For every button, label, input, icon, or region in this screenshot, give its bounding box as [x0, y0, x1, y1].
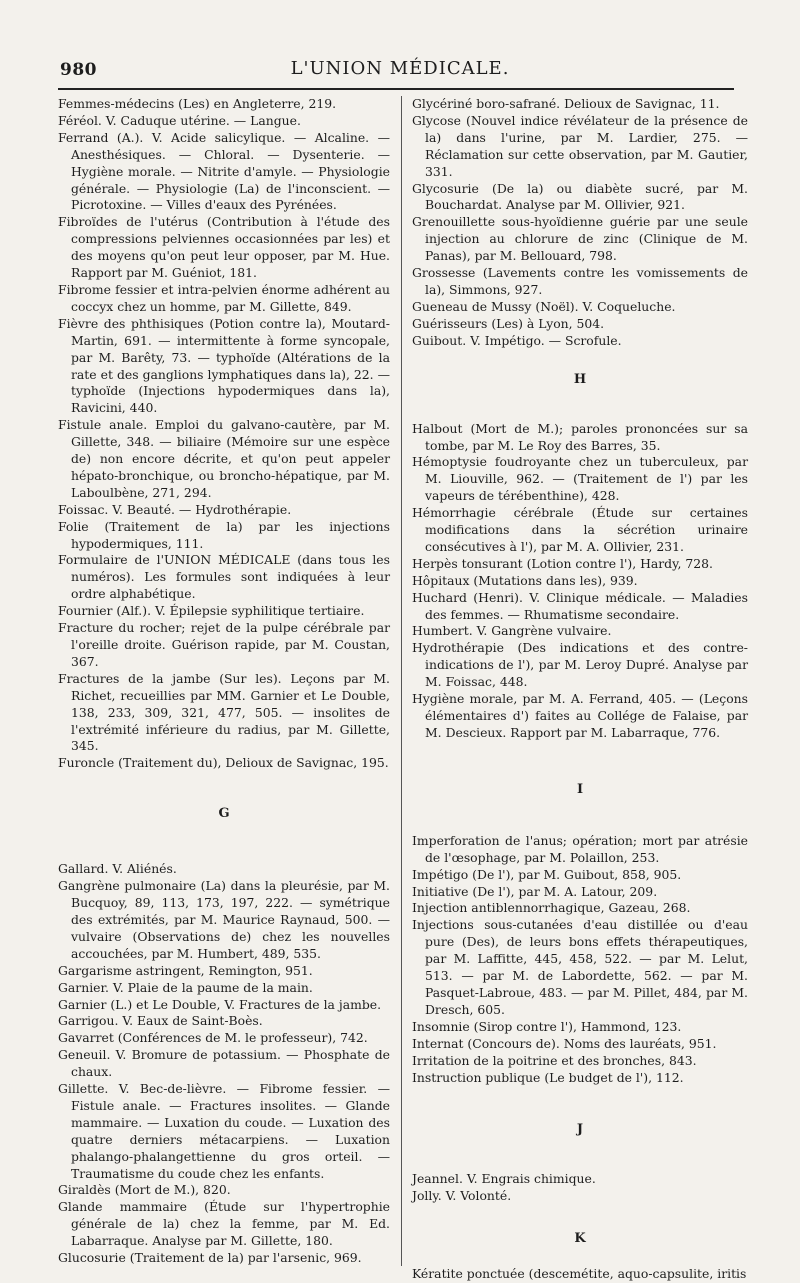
index-entry: Folie (Traitement de la) par les injections hypodermiques, 111.: [58, 518, 390, 551]
index-entry: Furoncle (Traitement du), Delioux de Savignac, 195.: [58, 755, 389, 771]
entries-h: [412, 421, 748, 742]
index-entry: Glycosurie (De la) ou diabète sucré, par M. Bouchardat. Analyse par M. Ollivier, 921.: [412, 180, 748, 213]
column-divider: [401, 96, 402, 1266]
right-column: [412, 96, 748, 1282]
index-entry: Gargarisme astringent, Remington, 951.: [58, 962, 313, 978]
index-entry: Halbout (Mort de M.); paroles prononcées sur sa tombe, par M. Le Roy des Barres, 35.: [412, 420, 748, 453]
index-entry: Gueneau de Mussy (Noël). V. Coqueluche.: [412, 298, 676, 314]
entries-g-right: [412, 96, 748, 350]
index-entry: Gallard. V. Aliénés.: [58, 861, 177, 877]
index-entry: Fistule anale. Emploi du galvano-cautère, par M. Gillette, 348. — biliaire (Mémoire sur une espèce de) non encore décrite, et qu'on peut appeler hépato-bronchique, ou broncho-hépatique, par M. Laboulbène, 271, 294.: [58, 417, 390, 500]
index-entry: Glande mammaire (Étude sur l'hypertrophie générale de la) chez la femme, par M. Ed. Labarraque. Analyse par M. Gillette, 180.: [58, 1199, 390, 1249]
index-entry: Injection antiblennorrhagique, Gazeau, 268.: [412, 900, 691, 916]
left-column: [58, 96, 390, 1271]
section-letter-k: K: [574, 1231, 586, 1247]
index-entry: Fournier (Alf.). V. Épilepsie syphilitique tertiaire.: [58, 603, 365, 619]
index-entry: Hémorrhagie cérébrale (Étude sur certaines modifications dans la sécrétion urinaire consécutives à l'), par M. A. Ollivier, 231.: [412, 505, 748, 554]
index-entry: Fièvre des phthisiques (Potion contre la), Moutard-Martin, 691. — intermittente à forme syncopale, par M. Barêty, 73. — typhoïde (Altérations de la rate et des ganglions lymphatiques dans la), 22. — typhoïde (Injections hypodermiques dans la), Ravicini, 440.: [58, 315, 390, 416]
index-entry: Kératite ponctuée (descemétite, aquo-capsulite, iritis: [412, 1266, 747, 1282]
index-entry: Formulaire de l'UNION MÉDICALE (dans tous les numéros). Les formules sont indiquées à leur ordre alphabétique.: [58, 552, 390, 602]
index-entry: Femmes-médecins (Les) en Angleterre, 219.: [58, 96, 337, 111]
entries-f: [58, 96, 390, 772]
index-entry: Grenouillette sous-hyoïdienne guérie par une seule injection au chlorure de zinc (Clinique de M. Panas), par M. Bellouard, 798.: [412, 214, 748, 264]
index-entry: Grossesse (Lavements contre les vomissements de la), Simmons, 927.: [412, 265, 748, 297]
index-entry: Guibout. V. Impétigo. — Scrofule.: [412, 332, 622, 348]
index-entry: Jolly. V. Volonté.: [412, 1188, 512, 1204]
index-entry: Irritation de la poitrine et des bronches, 843.: [412, 1052, 697, 1068]
page-header: [0, 0, 800, 90]
entries-j: [412, 1171, 748, 1205]
index-entry: Ferrand (A.). V. Acide salicylique. — Alcaline. — Anesthésiques. — Chloral. — Dysenterie. — Hygiène morale. — Nitrite d'amyle. — Physiologie générale. — Physiologie (La) de l'inconscient. — Picrotoxine. — Villes d'eaux des Pyrénées.: [58, 129, 390, 213]
index-entry: Féréol. V. Caduque utérine. — Langue.: [58, 112, 301, 128]
index-entry: Gangrène pulmonaire (La) dans la pleurésie, par M. Bucquoy, 89, 113, 173, 197, 222. — symétrique des extrémités, par M. Maurice Raynaud, 500. — vulvaire (Observations de) chez les nouvelles accouchées, par M. Humbert, 489, 535.: [58, 878, 390, 961]
index-entry: Garnier (L.) et Le Double, V. Fractures de la jambe.: [58, 996, 382, 1012]
index-columns: [58, 96, 748, 1282]
index-entry: Glucosurie (Traitement de la) par l'arsenic, 969.: [58, 1250, 362, 1266]
index-entry: Glycose (Nouvel indice révélateur de la présence de la) dans l'urine, par M. Lardier, 275. — Réclamation sur cette observation, par M. Gautier, 331.: [412, 112, 748, 179]
index-entry: Internat (Concours de). Noms des lauréats, 951.: [412, 1035, 717, 1051]
section-letter-i: I: [576, 781, 584, 797]
section-letter-h: H: [573, 371, 587, 387]
index-entry: Fibroïdes de l'utérus (Contribution à l'étude des compressions pelviennes occasionnées par les) et des moyens qu'on peut leur opposer, par M. Hue. Rapport par M. Guéniot, 181.: [58, 214, 390, 281]
header-rule: [58, 88, 734, 90]
index-entry: Humbert. V. Gangrène vulvaire.: [412, 623, 612, 639]
index-entry: Injections sous-cutanées d'eau distillée ou d'eau pure (Des), de leurs bons effets thérapeutiques, par M. Laffitte, 445, 458, 522. — par M. Lelut, 513. — par M. de Labordette, 562. — par M. Pasquet-Labroue, 483. — par M. Pillet, 484, par M. Dresch, 605.: [412, 917, 748, 1017]
index-entry: Impétigo (De l'), par M. Guibout, 858, 905.: [412, 866, 682, 882]
index-entry: Herpès tonsurant (Lotion contre l'), Hardy, 728.: [412, 555, 713, 571]
index-entry: Hémoptysie foudroyante chez un tuberculeux, par M. Liouville, 962. — (Traitement de l') par les vapeurs de térébenthine), 428.: [412, 454, 748, 504]
section-letter-g: G: [218, 806, 230, 822]
index-entry: Fibrome fessier et intra-pelvien énorme adhérent au coccyx chez un homme, par M. Gillette, 849.: [58, 281, 390, 314]
running-title: L'UNION MÉDICALE.: [290, 58, 510, 79]
index-entry: Initiative (De l'), par M. A. Latour, 209.: [412, 883, 658, 899]
index-entry: Hygiène morale, par M. A. Ferrand, 405. — (Leçons élémentaires d') faites au Collége de Falaise, par M. Descieux. Rapport par M. Labarraque, 776.: [412, 691, 748, 740]
index-entry: Guérisseurs (Les) à Lyon, 504.: [412, 315, 605, 331]
index-entry: Garnier. V. Plaie de la paume de la main.: [58, 979, 313, 995]
index-entry: Geneuil. V. Bromure de potassium. — Phosphate de chaux.: [58, 1047, 390, 1080]
index-entry: Gavarret (Conférences de M. le professeur), 742.: [58, 1030, 368, 1046]
page-number: 980: [60, 60, 97, 80]
index-entry: Fracture du rocher; rejet de la pulpe cérébrale par l'oreille droite. Guérison rapide, par M. Coustan, 367.: [58, 620, 390, 669]
index-entry: Glycériné boro-safrané. Delioux de Savignac, 11.: [412, 96, 720, 111]
section-letter-j: J: [576, 1122, 584, 1138]
index-entry: Garrigou. V. Eaux de Saint-Boès.: [58, 1013, 263, 1029]
entries-g-left: [58, 861, 390, 1267]
index-entry: Foissac. V. Beauté. — Hydrothérapie.: [58, 501, 292, 517]
index-entry: Jeannel. V. Engrais chimique.: [412, 1171, 596, 1187]
index-entry: Huchard (Henri). V. Clinique médicale. — Maladies des femmes. — Rhumatisme secondaire.: [412, 589, 748, 622]
entries-k: [412, 1266, 748, 1283]
index-entry: Fractures de la jambe (Sur les). Leçons par M. Richet, recueillies par MM. Garnier et Le Double, 138, 233, 309, 321, 477, 505. — insolites de l'extrémité inférieure du radius, par M. Gillette, 345.: [58, 670, 390, 754]
index-entry: Hôpitaux (Mutations dans les), 939.: [412, 572, 638, 588]
index-entry: Gillette. V. Bec-de-lièvre. — Fibrome fessier. — Fistule anale. — Fractures insolites. — Glande mammaire. — Luxation du coude. — Luxation des quatre derniers métacarpiens. — Luxation phalango-phalangettienne du gros orteil. — Traumatisme du coude chez les enfants.: [58, 1081, 390, 1181]
index-entry: Instruction publique (Le budget de l'), 112.: [412, 1069, 684, 1085]
index-entry: Insomnie (Sirop contre l'), Hammond, 123.: [412, 1018, 682, 1034]
entries-i: [412, 833, 748, 1087]
index-entry: Hydrothérapie (Des indications et des contre-indications de l'), par M. Leroy Dupré. Analyse par M. Foissac, 448.: [412, 640, 748, 690]
index-entry: Giraldès (Mort de M.), 820.: [58, 1182, 231, 1198]
index-entry: Imperforation de l'anus; opération; mort par atrésie de l'œsophage, par M. Polaillon, 253.: [412, 832, 748, 865]
